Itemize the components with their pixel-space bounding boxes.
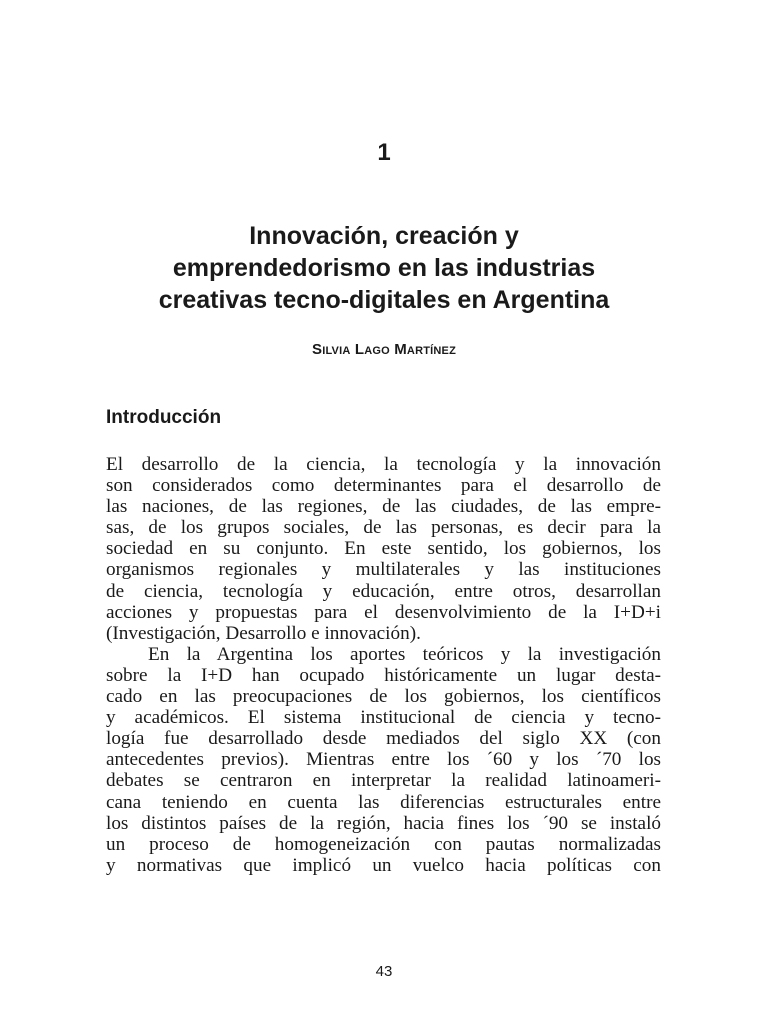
text-line: y normativas que implicó un vuelco hacia políticas con bbox=[106, 854, 661, 876]
text-line: antecedentes previos). Mientras entre los ´60 y los ´70 los bbox=[106, 749, 661, 771]
chapter-title-line: Innovación, creación y bbox=[249, 222, 519, 250]
text-line: sociedad en su conjunto. En este sentido, los gobiernos, los bbox=[106, 538, 661, 560]
text-line: acciones y propuestas para el desenvolvimiento de la I+D+i bbox=[106, 601, 661, 623]
text-line: sobre la I+D han ocupado históricamente un lugar desta- bbox=[106, 664, 661, 686]
author-name: Silvia Lago Martínez bbox=[311, 341, 456, 358]
chapter-title-line: emprendedorismo en las industrias bbox=[172, 254, 596, 282]
paragraph-1 bbox=[106, 454, 661, 644]
text-line: sas, de los grupos sociales, de las personas, es decir para la bbox=[106, 517, 661, 539]
text-line: cana teniendo en cuenta las diferencias estructurales entre bbox=[106, 791, 661, 813]
text-line: son considerados como determinantes para el desarrollo de bbox=[106, 475, 661, 497]
text-line: En la Argentina los aportes teóricos y la investigación bbox=[148, 643, 661, 665]
chapter-title-line: creativas tecno-digitales en Argentina bbox=[158, 286, 610, 314]
text-line: cado en las preocupaciones de los gobiernos, los científicos bbox=[106, 686, 661, 708]
text-line: y académicos. El sistema institucional de ciencia y tecno- bbox=[106, 707, 661, 729]
text-line: logía fue desarrollado desde mediados del siglo XX (con bbox=[106, 728, 661, 750]
text-line: organismos regionales y multilaterales y las instituciones bbox=[106, 559, 661, 581]
text-line: debates se centraron en interpretar la realidad latinoameri- bbox=[106, 770, 661, 792]
text-line: las naciones, de las regiones, de las ciudades, de las empre- bbox=[106, 496, 661, 518]
body-text bbox=[106, 454, 661, 876]
chapter-title bbox=[0, 220, 768, 316]
text-line: los distintos países de la región, hacia fines los ´90 se instaló bbox=[106, 812, 661, 834]
text-line: (Investigación, Desarrollo e innovación). bbox=[106, 622, 421, 644]
text-line: El desarrollo de la ciencia, la tecnología y la innovación bbox=[106, 454, 661, 475]
chapter-number: 1 bbox=[377, 139, 391, 166]
text-line: un proceso de homogeneización con pautas normalizadas bbox=[106, 833, 661, 855]
text-line: de ciencia, tecnología y educación, entre otros, desarrollan bbox=[106, 580, 661, 602]
page-number: 43 bbox=[375, 963, 393, 980]
section-heading: Introducción bbox=[106, 407, 222, 428]
paragraph-2 bbox=[106, 644, 661, 876]
